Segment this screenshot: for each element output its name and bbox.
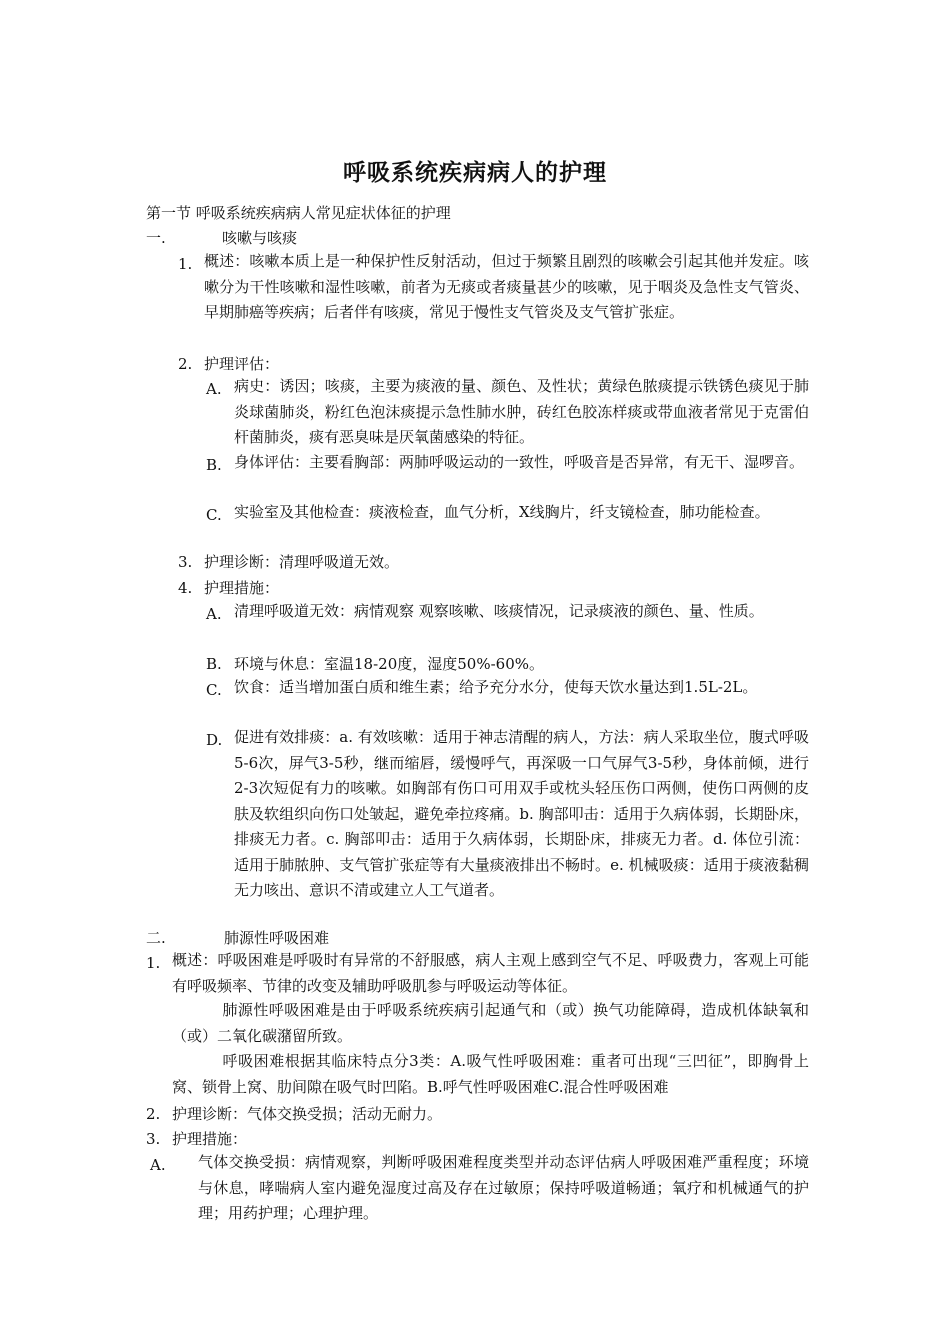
sub-item-number: C. <box>206 681 222 699</box>
item-number: 3. <box>178 553 193 571</box>
item-number: 4. <box>178 579 193 597</box>
sub-item-number: A. <box>206 380 222 398</box>
sub-item-text: 实验室及其他检查：痰液检查，血气分析，X线胸片，纤支镜检查，肺功能检查。 <box>234 503 770 521</box>
sub-item-text: 清理呼吸道无效：病情观察 观察咳嗽、咳痰情况，记录痰液的颜色、量、性质。 <box>234 602 764 620</box>
sub-item-text: 饮食：适当增加蛋白质和维生素；给予充分水分，使每天饮水量达到1.5L-2L。 <box>234 678 758 696</box>
sub-item-number: A. <box>206 605 222 623</box>
item-text: 护理诊断：清理呼吸道无效。 <box>204 553 400 571</box>
page-title: 呼吸系统疾病病人的护理 <box>343 160 607 186</box>
part-heading: 肺源性呼吸困难 <box>224 929 330 947</box>
sub-item-text: 促进有效排痰：a. 有效咳嗽：适用于神志清醒的病人，方法：病人采取坐位，腹式呼吸5-6次，屏气3-5秒，继而缩唇，缓慢呼气，再深吸一口气屏气3-5秒，身体前倾，进行2-3次短促有力的咳嗽。如胸部有伤口可用双手或枕头轻压伤口两侧，使伤口两侧的皮肤及软组织向伤口处皱起，避免牵拉疼痛。b. 胸部叩击：适用于久病体弱，长期卧床，排痰无力者。c. 胸部叩击：适用于久病体弱，长期卧床，排痰无力者。d. 体位引流：适用于肺脓肿、支气管扩张症等有大量痰液排出不畅时。e. 机械吸痰：适用于痰液黏稠无力咳出、意识不清或建立人工气道者。 <box>234 728 809 899</box>
part-number: 二. <box>146 929 166 947</box>
sub-item-number: B. <box>206 655 222 673</box>
item-text: 护理评估： <box>204 355 280 373</box>
item-number: 3. <box>146 1130 161 1148</box>
item-text: 护理措施： <box>172 1130 248 1148</box>
paragraph <box>172 998 809 1049</box>
item-number: 2. <box>146 1105 161 1123</box>
paragraph-text: 呼吸困难根据其临床特点分3类：A.吸气性呼吸困难：重者可出现“三凹征”，即胸骨上窝、锁骨上窝、肋间隙在吸气时凹陷。B.呼气性呼吸困难C.混合性呼吸困难 <box>172 1052 809 1096</box>
item-number: 1. <box>146 954 161 972</box>
item-number: 2. <box>178 355 193 373</box>
item-number: 1. <box>178 255 193 273</box>
sub-item-number: C. <box>206 506 222 524</box>
sub-item-number: D. <box>206 731 223 749</box>
sub-item-text: 病史：诱因；咳痰，主要为痰液的量、颜色、及性状；黄绿色脓痰提示铁锈色痰见于肺炎球菌肺炎，粉红色泡沫痰提示急性肺水肿，砖红色胶冻样痰或带血液者常见于克雷伯杆菌肺炎，痰有恶臭味是厌氧菌感染的特征。 <box>234 377 809 446</box>
item-text: 护理诊断：气体交换受损；活动无耐力。 <box>172 1105 443 1123</box>
sub-item-number: B. <box>206 456 222 474</box>
paragraph-text: 肺源性呼吸困难是由于呼吸系统疾病引起通气和（或）换气功能障碍，造成机体缺氧和（或）二氧化碳潴留所致。 <box>172 1001 809 1045</box>
paragraph <box>172 1049 809 1100</box>
item-text: 护理措施： <box>204 579 280 597</box>
sub-item-text: 气体交换受损：病情观察，判断呼吸困难程度类型并动态评估病人呼吸困难严重程度；环境与休息，哮喘病人室内避免湿度过高及存在过敏原；保持呼吸道畅通；氧疗和机械通气的护理；用药护理；心理护理。 <box>198 1153 809 1222</box>
item-text: 概述：咳嗽本质上是一种保护性反射活动，但过于频繁且剧烈的咳嗽会引起其他并发症。咳嗽分为干性咳嗽和湿性咳嗽，前者为无痰或者痰量甚少的咳嗽，见于咽炎及急性支气管炎、早期肺癌等疾病；后者伴有咳痰，常见于慢性支气管炎及支气管扩张症。 <box>204 252 809 321</box>
item-text: 概述：呼吸困难是呼吸时有异常的不舒服感，病人主观上感到空气不足、呼吸费力，客观上可能有呼吸频率、节律的改变及辅助呼吸肌参与呼吸运动等体征。 <box>172 951 809 995</box>
sub-item-text: 身体评估：主要看胸部：两肺呼吸运动的一致性，呼吸音是否异常，有无干、湿啰音。 <box>234 453 805 471</box>
part-heading: 咳嗽与咳痰 <box>222 229 298 247</box>
section-heading: 第一节 呼吸系统疾病病人常见症状体征的护理 <box>146 204 451 222</box>
sub-item-text: 环境与休息：室温18-20度，湿度50%-60%。 <box>234 655 544 673</box>
part-number: 一. <box>146 229 166 247</box>
sub-item-number: A. <box>150 1156 166 1174</box>
